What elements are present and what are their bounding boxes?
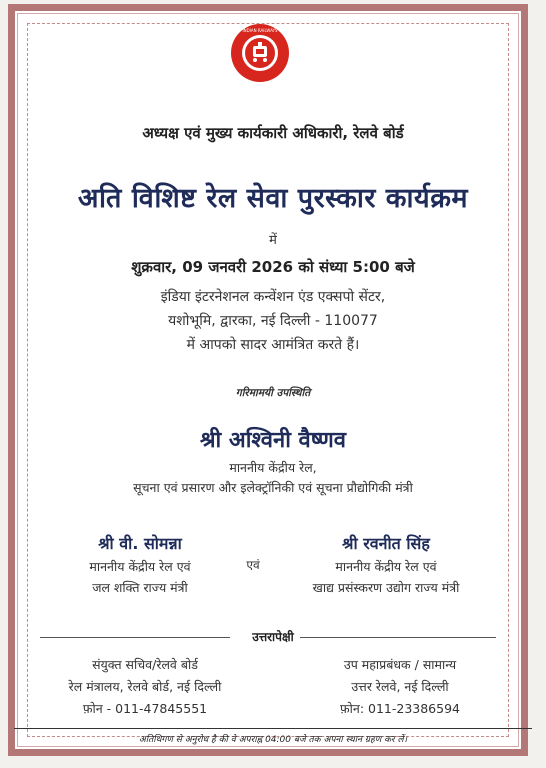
event-title: अति विशिष्ट रेल सेवा पुरस्कार कार्यक्रम xyxy=(77,183,469,214)
railway-emblem-icon xyxy=(231,24,289,82)
rsvp-label: उत्तरापेक्षी xyxy=(252,630,294,644)
rsvp-left xyxy=(40,656,250,717)
guest-left-name: श्री वी. सोमन्ना xyxy=(98,534,182,553)
chief-guest-designation-1: माननीय केंद्रीय रेल, xyxy=(229,460,317,475)
rsvp-divider-right xyxy=(300,637,496,638)
chief-guest-designation-2: सूचना एवं प्रसारण और इलेक्ट्रॉनिकी एवं सूचना प्रौद्योगिकी मंत्री xyxy=(133,480,413,495)
guest-left xyxy=(40,532,240,596)
presence-label: गरिमामयी उपस्थिति xyxy=(235,387,311,399)
guest-right-designation-2: खाद्य प्रसंस्करण उद्योग राज्य मंत्री xyxy=(312,580,460,595)
venue-line-2: यशोभूमि, द्वारका, नई दिल्ली - 110077 xyxy=(168,313,378,329)
footer-note: अतिथिगण से अनुरोध है की वे अपराह्न 04:00 बजे तक अपना स्थान ग्रहण कर लें। xyxy=(14,728,532,745)
in-text: में xyxy=(269,233,277,248)
indian-railways-logo-icon xyxy=(231,24,289,82)
guest-left-designation-1: माननीय केंद्रीय रेल एवं xyxy=(89,559,191,574)
venue-line-1: इंडिया इंटरनेशनल कन्वेंशन एंड एक्सपो सेंटर, xyxy=(160,289,386,305)
event-datetime: शुक्रवार, 09 जनवरी 2026 को संध्या 5:00 बजे xyxy=(131,258,415,276)
authority-heading: अध्यक्ष एवं मुख्य कार्यकारी अधिकारी, रेलवे बोर्ड xyxy=(142,124,404,142)
and-text: एवं xyxy=(246,558,260,572)
rsvp-right xyxy=(300,656,500,717)
chief-guest-name: श्री अश्विनी वैष्णव xyxy=(199,428,347,453)
rsvp-left-title: संयुक्त सचिव/रेलवे बोर्ड xyxy=(92,657,198,672)
rsvp-right-phone: फ़ोन: 011-23386594 xyxy=(340,701,460,716)
guest-right xyxy=(276,532,496,596)
guest-left-designation-2: जल शक्ति राज्य मंत्री xyxy=(92,580,188,595)
guest-right-designation-1: माननीय केंद्रीय रेल एवं xyxy=(335,559,437,574)
rsvp-right-address: उत्तर रेलवे, नई दिल्ली xyxy=(351,679,449,694)
rsvp-left-phone: फ़ोन - 011-47845551 xyxy=(82,701,208,716)
guest-right-name: श्री रवनीत सिंह xyxy=(342,534,430,553)
svg-text:INDIAN RAILWAYS: INDIAN RAILWAYS xyxy=(242,28,278,33)
rsvp-right-title: उप महाप्रबंधक / सामान्य xyxy=(343,657,457,672)
rsvp-left-address: रेल मंत्रालय, रेलवे बोर्ड, नई दिल्ली xyxy=(68,679,222,694)
invite-text: में आपको सादर आमंत्रित करते हैं। xyxy=(186,337,360,353)
